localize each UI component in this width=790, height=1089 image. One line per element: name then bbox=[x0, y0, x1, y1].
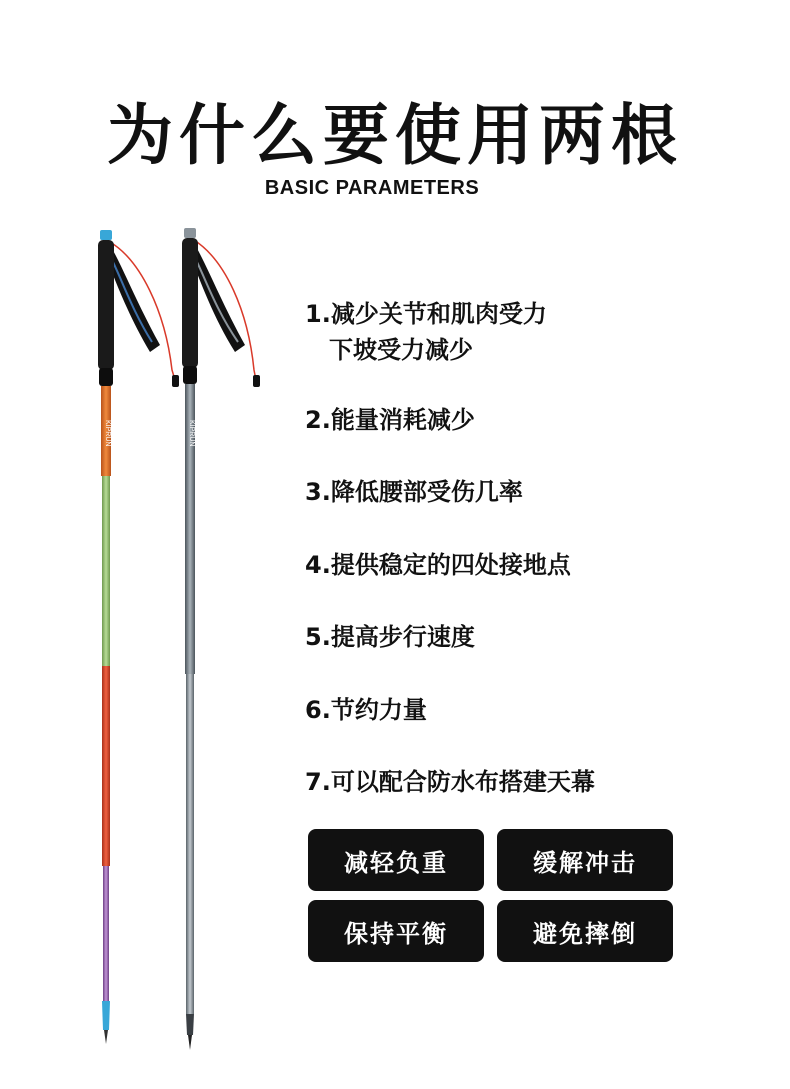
pole1-grip bbox=[98, 240, 114, 370]
tag-avoid-falling: 避免摔倒 bbox=[497, 900, 673, 962]
pole1-section-purple bbox=[103, 866, 109, 1001]
pole1-cord bbox=[110, 242, 175, 380]
pole2-tip bbox=[186, 1014, 194, 1035]
pole1-top-cap bbox=[100, 230, 112, 240]
pole-gray bbox=[182, 228, 260, 1050]
feature-text: 2.能量消耗减少 bbox=[305, 406, 475, 434]
feature-item-6 bbox=[305, 692, 427, 728]
feature-item-3 bbox=[305, 474, 523, 510]
pole1-section-red bbox=[102, 666, 110, 866]
pole1-tip bbox=[102, 1001, 110, 1030]
feature-item-1 bbox=[305, 296, 547, 368]
feature-text: 5.提高步行速度 bbox=[305, 623, 475, 651]
feature-item-7 bbox=[305, 764, 595, 800]
tag-cushion-impact: 缓解冲击 bbox=[497, 829, 673, 891]
page-title: 为什么要使用两根 bbox=[107, 97, 683, 174]
tag-keep-balance: 保持平衡 bbox=[308, 900, 484, 962]
pole2-top-cap bbox=[184, 228, 196, 238]
feature-item-4 bbox=[305, 547, 571, 583]
pole2-section-lower bbox=[186, 674, 194, 1014]
tag-reduce-load: 减轻负重 bbox=[308, 829, 484, 891]
feature-item-5 bbox=[305, 619, 475, 655]
pole1-section-green bbox=[102, 476, 110, 666]
feature-text: 4.提供稳定的四处接地点 bbox=[305, 551, 571, 579]
trekking-poles-illustration bbox=[80, 220, 280, 1060]
page-subtitle: BASIC PARAMETERS bbox=[264, 177, 480, 199]
pole2-grip bbox=[182, 238, 198, 368]
feature-item-2 bbox=[305, 402, 475, 438]
feature-text: 7.可以配合防水布搭建天幕 bbox=[305, 768, 595, 796]
feature-text: 6.节约力量 bbox=[305, 696, 427, 724]
pole-colorful bbox=[98, 230, 179, 1044]
feature-text: 1.减少关节和肌肉受力 bbox=[305, 300, 547, 328]
feature-text: 3.降低腰部受伤几率 bbox=[305, 478, 523, 506]
pole1-brand-label: KIPRUN bbox=[104, 420, 111, 447]
pole2-brand-label: KIPRUN bbox=[188, 420, 195, 447]
feature-text-line2: 下坡受力减少 bbox=[329, 336, 473, 364]
